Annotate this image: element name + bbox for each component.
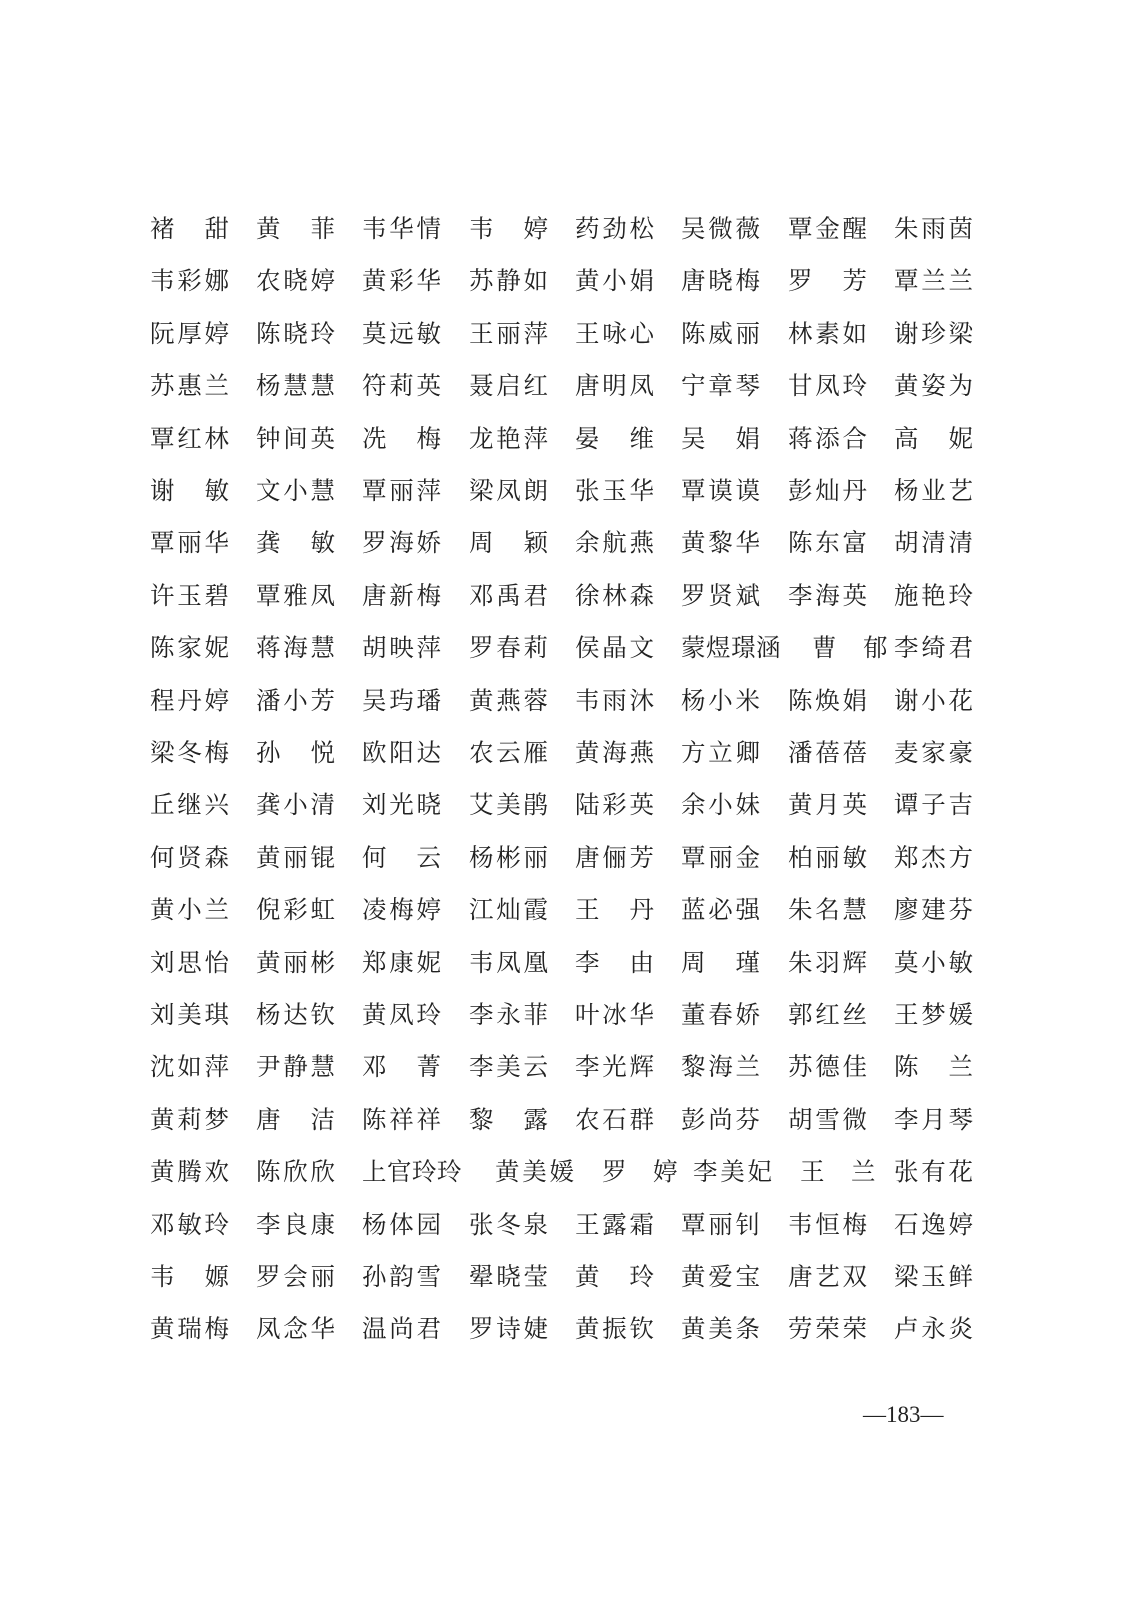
- page-number: —183—: [863, 1402, 944, 1427]
- name-entry: 蒋海慧: [256, 633, 336, 663]
- name-entry: 陈晓玲: [256, 318, 336, 348]
- name-row: [150, 1045, 975, 1098]
- name-entry: 黄小娟: [575, 266, 655, 296]
- name-entry: 罗会丽: [256, 1262, 336, 1291]
- name-entry: 龚 敏: [256, 528, 336, 558]
- name-entry: 欧阳达: [362, 738, 442, 767]
- name-entry: 上官玲玲: [362, 1157, 462, 1187]
- name-entry: 李美云: [469, 1052, 549, 1082]
- name-entry: 黄 玲: [575, 1262, 655, 1291]
- name-entry: 黎海兰: [681, 1052, 761, 1082]
- name-entry: 朱名慧: [788, 895, 868, 925]
- name-entry: 褚 甜: [150, 214, 230, 243]
- name-entry: 唐俪芳: [575, 842, 655, 872]
- name-entry: 李良康: [256, 1209, 336, 1239]
- name-row: [150, 783, 975, 836]
- name-entry: 覃丽金: [681, 842, 761, 872]
- name-entry: 陈东富: [788, 528, 868, 558]
- name-entry: 苏惠兰: [150, 371, 230, 401]
- name-entry: 韦华情: [362, 214, 442, 243]
- name-entry: 苏德佳: [788, 1052, 868, 1082]
- name-row: [150, 993, 975, 1046]
- name-entry: 吴 娟: [681, 423, 761, 453]
- name-entry: 郭红丝: [788, 1000, 868, 1029]
- name-entry: 黄丽锟: [256, 842, 336, 872]
- name-entry: 王咏心: [575, 318, 655, 348]
- name-entry: 李月琴: [894, 1104, 974, 1134]
- name-entry: 黄莉梦: [150, 1104, 230, 1134]
- name-entry: 李海英: [788, 580, 868, 610]
- name-entry: 韦雨沐: [575, 685, 655, 715]
- name-entry: 黄凤玲: [362, 1000, 442, 1029]
- name-entry: 郑康妮: [362, 947, 442, 977]
- name-entry: 孙 悦: [256, 738, 336, 767]
- name-entry: 梁冬梅: [150, 738, 230, 767]
- name-entry: 甘凤玲: [788, 371, 868, 401]
- name-entry: 梁凤朗: [469, 476, 549, 505]
- name-entry: 聂启红: [469, 371, 549, 401]
- name-entry: 黄海燕: [575, 738, 655, 767]
- name-entry: 朱雨茵: [894, 214, 974, 243]
- name-entry: 高 妮: [894, 423, 974, 453]
- name-entry: 叶冰华: [575, 1000, 655, 1029]
- name-entry: 陆彩英: [575, 790, 655, 820]
- name-entry: 王 兰: [800, 1157, 877, 1187]
- name-entry: 许玉碧: [150, 580, 230, 610]
- name-entry: 覃丽华: [150, 528, 230, 558]
- name-entry: 黄彩华: [362, 266, 442, 296]
- name-row: [150, 626, 975, 679]
- name-entry: 陈欣欣: [256, 1157, 336, 1187]
- name-entry: 郑杰方: [894, 842, 974, 872]
- name-entry: 覃兰兰: [894, 266, 974, 296]
- name-entry: 黄燕蓉: [469, 685, 549, 715]
- name-entry: 陈家妮: [150, 633, 230, 663]
- name-entry: 唐艺双: [788, 1262, 868, 1291]
- name-entry: 胡映萍: [362, 633, 442, 663]
- name-entry: 唐新梅: [362, 580, 442, 610]
- name-entry: 黄月英: [788, 790, 868, 820]
- name-entry: 余航燕: [575, 528, 655, 558]
- name-entry: 丘继兴: [150, 790, 230, 820]
- name-entry: 邓敏玲: [150, 1209, 230, 1239]
- name-entry: 陈威丽: [681, 318, 761, 348]
- name-entry: 邓 菁: [362, 1052, 442, 1082]
- name-entry: 潘小芳: [256, 685, 336, 715]
- name-entry: 龙艳萍: [469, 423, 549, 453]
- name-entry: 黄丽彬: [256, 947, 336, 977]
- name-entry: 陈焕娟: [788, 685, 868, 715]
- name-row: [150, 312, 975, 365]
- name-entry: 王露霜: [575, 1209, 655, 1239]
- name-entry: 蒋添合: [788, 423, 868, 453]
- name-entry: 徐林森: [575, 580, 655, 610]
- name-entry: 晏 维: [575, 423, 655, 453]
- name-entry: 蓝必强: [681, 895, 761, 925]
- name-entry: 翚晓莹: [469, 1262, 549, 1291]
- name-entry: 韦彩娜: [150, 266, 230, 296]
- name-entry: 潘蓓蓓: [788, 738, 868, 767]
- name-entry: 李美妃: [693, 1157, 773, 1187]
- name-entry: 唐明凤: [575, 371, 655, 401]
- name-entry: 韦 婷: [469, 214, 549, 243]
- name-entry: 龚小清: [256, 790, 336, 820]
- name-entry: 农石群: [575, 1104, 655, 1134]
- name-entry: 黄 菲: [256, 214, 336, 243]
- name-entry: 陈祥祥: [362, 1104, 442, 1134]
- name-entry: 施艳玲: [894, 580, 974, 610]
- name-row: [150, 836, 975, 889]
- name-entry: 梁玉鲜: [894, 1262, 974, 1291]
- name-entry: 江灿霞: [469, 895, 549, 925]
- name-entry: 杨彬丽: [469, 842, 549, 872]
- name-entry: 刘思怡: [150, 947, 230, 977]
- name-entry: 孙韵雪: [362, 1262, 442, 1291]
- name-entry: 黄瑞梅: [150, 1314, 230, 1344]
- name-entry: 侯晶文: [575, 633, 655, 663]
- name-entry: 周 颖: [469, 528, 549, 558]
- name-entry: 卢永炎: [894, 1314, 974, 1344]
- name-entry: 温尚君: [362, 1314, 442, 1344]
- name-entry: 李永菲: [469, 1000, 549, 1029]
- name-entry: 凤念华: [256, 1314, 336, 1344]
- name-entry: 罗春莉: [469, 633, 549, 663]
- name-row: [150, 888, 975, 941]
- name-entry: 韦恒梅: [788, 1209, 868, 1239]
- name-entry: 文小慧: [256, 476, 336, 505]
- name-entry: 沈如萍: [150, 1052, 230, 1082]
- name-entry: 林素如: [788, 318, 868, 348]
- name-entry: 方立卿: [681, 738, 761, 767]
- name-entry: 张玉华: [575, 476, 655, 505]
- name-row: [150, 731, 975, 784]
- name-entry: 麦家豪: [894, 738, 974, 767]
- name-entry: 覃雅凤: [256, 580, 336, 610]
- name-entry: 胡清清: [894, 528, 974, 558]
- name-entry: 覃红林: [150, 423, 230, 453]
- name-entry: 莫远敏: [362, 318, 442, 348]
- name-row: [150, 1203, 975, 1256]
- name-entry: 药劲松: [575, 214, 655, 243]
- name-entry: 张冬泉: [469, 1209, 549, 1239]
- name-entry: 阮厚婷: [150, 318, 230, 348]
- name-entry: 邓禹君: [469, 580, 549, 610]
- name-row: [150, 1150, 975, 1203]
- name-entry: 苏静如: [469, 266, 549, 296]
- name-entry: 黄振钦: [575, 1314, 655, 1344]
- name-entry: 冼 梅: [362, 423, 442, 453]
- name-entry: 钟间英: [256, 423, 336, 453]
- name-entry: 黄美条: [681, 1314, 761, 1344]
- name-entry: 张有花: [894, 1157, 974, 1187]
- name-entry: 莫小敏: [894, 947, 974, 977]
- name-entry: 胡雪微: [788, 1104, 868, 1134]
- name-row: [150, 207, 975, 260]
- name-entry: 凌梅婷: [362, 895, 442, 925]
- name-entry: 罗 婷: [602, 1157, 679, 1187]
- name-entry: 覃金醒: [788, 214, 868, 243]
- name-row: [150, 1255, 975, 1308]
- name-entry: 李光辉: [575, 1052, 655, 1082]
- name-row: [150, 521, 975, 574]
- name-entry: 李绮君: [894, 633, 974, 663]
- name-entry: 曹 郁: [812, 633, 889, 663]
- name-entry: 程丹婷: [150, 685, 230, 715]
- name-entry: 彭尚芬: [681, 1104, 761, 1134]
- name-row: [150, 259, 975, 312]
- name-entry: 谢 敏: [150, 476, 230, 505]
- name-entry: 蒙煜璟涵: [681, 633, 781, 663]
- name-entry: 艾美鹃: [469, 790, 549, 820]
- name-row: [150, 1098, 975, 1151]
- name-entry: 黄姿为: [894, 371, 974, 401]
- name-entry: 吴玙璠: [362, 685, 442, 715]
- name-row: [150, 417, 975, 470]
- name-entry: 黄美媛: [495, 1157, 575, 1187]
- name-entry: 罗 芳: [788, 266, 868, 296]
- name-entry: 宁章琴: [681, 371, 761, 401]
- name-entry: 倪彩虹: [256, 895, 336, 925]
- name-entry: 黄黎华: [681, 528, 761, 558]
- name-entry: 王丽萍: [469, 318, 549, 348]
- name-row: [150, 1307, 975, 1360]
- name-entry: 韦 嫄: [150, 1262, 230, 1291]
- name-row: [150, 574, 975, 627]
- name-row: [150, 679, 975, 732]
- name-entry: 周 瑾: [681, 947, 761, 977]
- name-entry: 黄小兰: [150, 895, 230, 925]
- name-entry: 农云雁: [469, 738, 549, 767]
- name-entry: 尹静慧: [256, 1052, 336, 1082]
- name-entry: 杨业艺: [894, 476, 974, 505]
- name-entry: 唐 洁: [256, 1104, 336, 1134]
- name-entry: 王 丹: [575, 895, 655, 925]
- name-entry: 廖建芬: [894, 895, 974, 925]
- name-entry: 杨达钦: [256, 1000, 336, 1029]
- name-entry: 何贤森: [150, 842, 230, 872]
- name-entry: 余小妹: [681, 790, 761, 820]
- name-entry: 刘光晓: [362, 790, 442, 820]
- name-entry: 罗贤斌: [681, 580, 761, 610]
- name-row: [150, 469, 975, 522]
- name-entry: 刘美琪: [150, 1000, 230, 1029]
- name-entry: 黄爱宝: [681, 1262, 761, 1291]
- name-entry: 董春娇: [681, 1000, 761, 1029]
- name-entry: 黎 露: [469, 1104, 549, 1134]
- name-entry: 吴微薇: [681, 214, 761, 243]
- name-entry: 韦凤凰: [469, 947, 549, 977]
- name-entry: 谢小花: [894, 685, 974, 715]
- name-entry: 符莉英: [362, 371, 442, 401]
- name-entry: 何 云: [362, 842, 442, 872]
- name-entry: 石逸婷: [894, 1209, 974, 1239]
- name-entry: 覃谟谟: [681, 476, 761, 505]
- name-entry: 李 由: [575, 947, 655, 977]
- name-entry: 覃丽钊: [681, 1209, 761, 1239]
- name-entry: 罗海娇: [362, 528, 442, 558]
- name-entry: 农晓婷: [256, 266, 336, 296]
- name-entry: 杨慧慧: [256, 371, 336, 401]
- name-entry: 黄腾欢: [150, 1157, 230, 1187]
- name-entry: 彭灿丹: [788, 476, 868, 505]
- name-row: [150, 941, 975, 994]
- name-entry: 陈 兰: [894, 1052, 974, 1082]
- name-row: [150, 364, 975, 417]
- name-entry: 朱羽辉: [788, 947, 868, 977]
- name-entry: 柏丽敏: [788, 842, 868, 872]
- name-entry: 王梦媛: [894, 1000, 974, 1029]
- name-entry: 谭子吉: [894, 790, 974, 820]
- name-entry: 谢珍梁: [894, 318, 974, 348]
- name-entry: 覃丽萍: [362, 476, 442, 505]
- name-entry: 劳荣荣: [788, 1314, 868, 1344]
- name-entry: 杨体园: [362, 1209, 442, 1239]
- name-entry: 杨小米: [681, 685, 761, 715]
- name-entry: 唐晓梅: [681, 266, 761, 296]
- name-entry: 罗诗婕: [469, 1314, 549, 1344]
